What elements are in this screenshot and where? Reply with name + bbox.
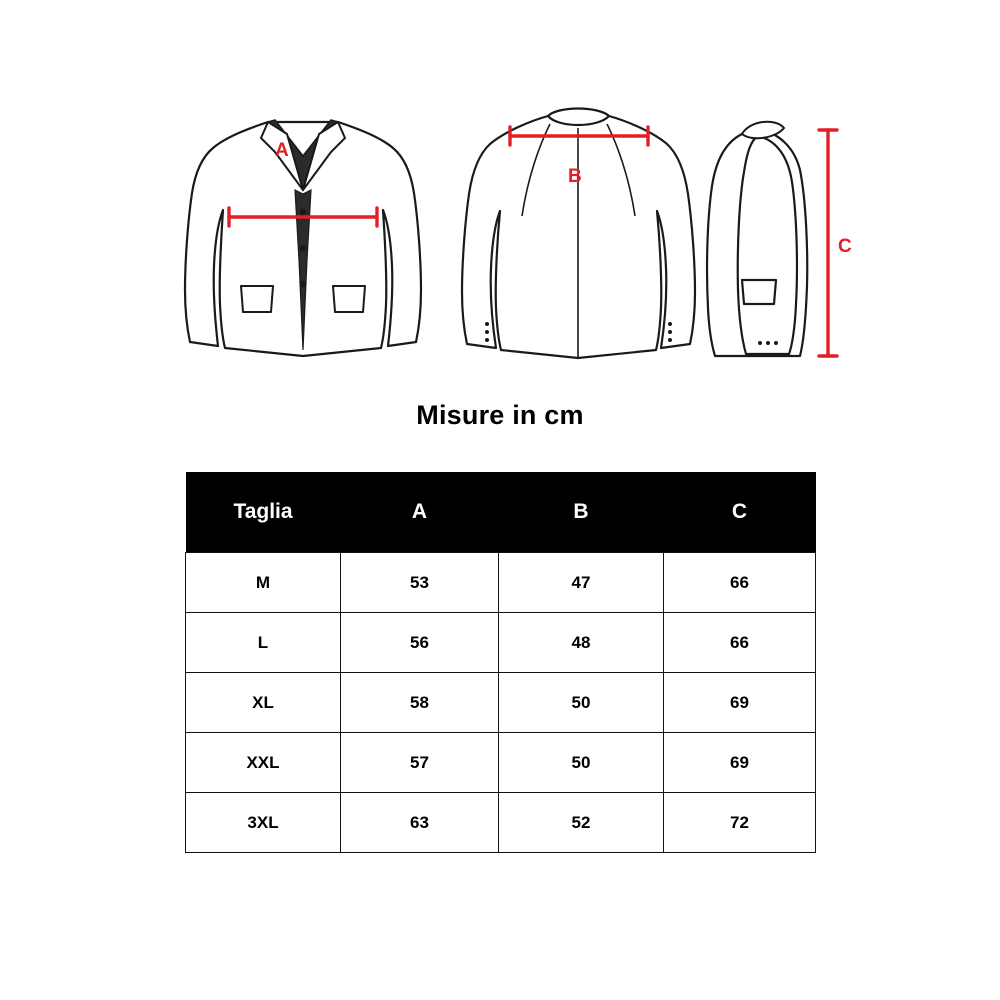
header-b: B: [499, 472, 664, 553]
cell-b: 50: [499, 733, 664, 793]
table-row: [186, 793, 816, 853]
cell-a: 56: [341, 613, 499, 673]
cell-size: M: [186, 553, 341, 613]
header-a: A: [341, 472, 499, 553]
cell-c: 69: [664, 673, 816, 733]
cell-c: 66: [664, 613, 816, 673]
measure-label-c: C: [838, 236, 852, 257]
table-row: [186, 553, 816, 613]
caption-misure-in-cm: Misure in cm: [416, 400, 584, 430]
size-table-body: [186, 553, 816, 853]
cell-b: 47: [499, 553, 664, 613]
cell-size: XL: [186, 673, 341, 733]
cell-a: 57: [341, 733, 499, 793]
cell-b: 48: [499, 613, 664, 673]
cell-c: 66: [664, 553, 816, 613]
jacket-back-view: [430, 90, 720, 380]
table-row: [186, 733, 816, 793]
header-taglia: Taglia: [186, 472, 341, 553]
jacket-back-illustration: [430, 90, 720, 380]
size-table: [185, 472, 816, 853]
cell-c: 72: [664, 793, 816, 853]
cell-b: 52: [499, 793, 664, 853]
figure-row: [0, 90, 1000, 390]
jacket-front-view: [155, 90, 445, 380]
jacket-front-illustration: [155, 90, 445, 380]
measure-label-b: B: [568, 166, 582, 187]
table-row: [186, 673, 816, 733]
cell-a: 58: [341, 673, 499, 733]
table-header-row: [186, 472, 816, 553]
header-c: C: [664, 472, 816, 553]
jacket-side-illustration: [680, 90, 920, 380]
measure-label-a-front: A: [275, 140, 289, 161]
jacket-side-view: [680, 90, 920, 380]
cell-a: 63: [341, 793, 499, 853]
cell-c: 69: [664, 733, 816, 793]
size-table-head: [186, 472, 816, 553]
table-row: [186, 613, 816, 673]
cell-size: XXL: [186, 733, 341, 793]
size-table-wrapper: [185, 472, 815, 853]
cell-size: L: [186, 613, 341, 673]
cell-a: 53: [341, 553, 499, 613]
cell-size: 3XL: [186, 793, 341, 853]
cell-b: 50: [499, 673, 664, 733]
